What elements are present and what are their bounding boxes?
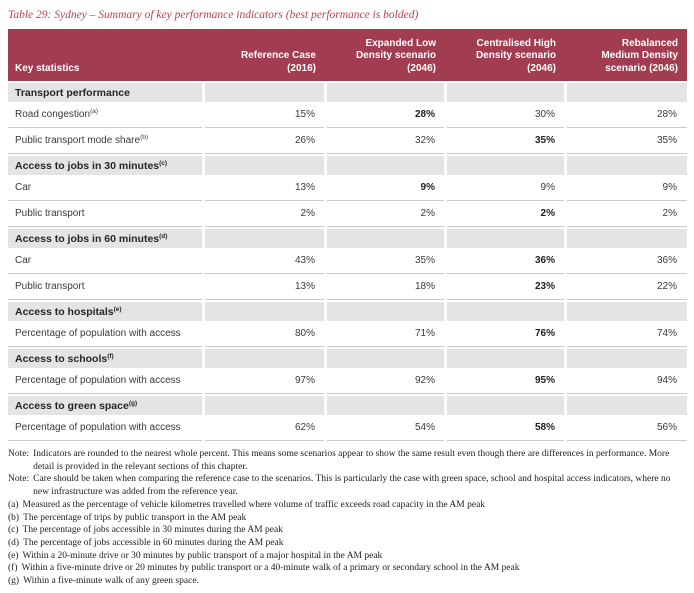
note-text: The percentage of jobs accessible in 60 minutes during the AM peak: [23, 537, 284, 548]
header-row: [8, 29, 687, 81]
column-divider-gap: [202, 81, 205, 441]
note-item: [8, 473, 688, 498]
column-header: Rebalanced Medium Density scenario (2046): [565, 29, 687, 81]
value-cell: 9%: [565, 175, 687, 201]
section-cell: [445, 81, 565, 102]
section-cell: [203, 81, 325, 102]
table-header: [8, 29, 687, 81]
value-cell-best: 36%: [445, 248, 565, 274]
section-row: [8, 81, 687, 102]
value-cell: 30%: [445, 102, 565, 128]
note-prefix: (b): [8, 512, 20, 523]
value-cell: 13%: [203, 175, 325, 201]
value-cell: 2%: [325, 201, 445, 227]
column-header: Key statistics: [8, 29, 203, 81]
note-item: [8, 524, 688, 537]
section-cell: [565, 154, 687, 175]
footnote-marker: (d): [159, 232, 168, 240]
section-cell: [325, 227, 445, 248]
section-cell: [325, 394, 445, 415]
section-cell: [565, 300, 687, 321]
section-heading: Access to schools$^{(f)}$: [8, 347, 203, 368]
value-cell: 54%: [325, 415, 445, 441]
note-text: Within a five-minute walk of any green space.: [23, 576, 199, 587]
value-cell: 43%: [203, 248, 325, 274]
column-divider-gap: [324, 81, 327, 441]
section-heading: Access to jobs in 30 minutes$^{(c)}$: [8, 154, 203, 175]
value-cell: 56%: [565, 415, 687, 441]
note-text: Measured as the percentage of vehicle kilometres travelled where volume of traffic exceeds road capacity in the AM peak: [22, 499, 486, 510]
value-cell: 94%: [565, 368, 687, 394]
row-label: Percentage of population with access: [8, 415, 203, 441]
value-cell-best: 23%: [445, 274, 565, 300]
kpi-table-wrap: [8, 29, 687, 441]
value-cell-best: 35%: [445, 128, 565, 154]
section-cell: [203, 394, 325, 415]
section-row: [8, 347, 687, 368]
section-cell: [565, 227, 687, 248]
column-divider-gap: [444, 81, 447, 441]
table-row: [8, 415, 687, 441]
note-prefix: Note:: [8, 474, 30, 485]
note-text: Indicators are rounded to the nearest whole percent. This means some scenarios appear to show the same result even though there are differences in performance. More detail is provided in the relevant sections of this chapter.: [33, 449, 670, 472]
section-row: [8, 227, 687, 248]
note-item: [8, 537, 688, 550]
footnote-marker: (f): [107, 352, 114, 360]
value-cell: 18%: [325, 274, 445, 300]
section-cell: [445, 154, 565, 175]
value-cell: 28%: [565, 102, 687, 128]
note-text: The percentage of trips by public transport in the AM peak: [23, 512, 247, 523]
section-cell: [445, 347, 565, 368]
notes-list: [8, 448, 688, 588]
row-label: Public transport: [8, 274, 203, 300]
note-text: The percentage of jobs accessible in 30 minutes during the AM peak: [22, 525, 283, 536]
table-body: [8, 81, 687, 441]
note-item: [8, 448, 688, 473]
value-cell: 2%: [203, 201, 325, 227]
section-cell: [565, 81, 687, 102]
value-cell: 71%: [325, 321, 445, 347]
table-row: [8, 102, 687, 128]
value-cell: 97%: [203, 368, 325, 394]
section-heading: Access to jobs in 60 minutes$^{(d)}$: [8, 227, 203, 248]
section-cell: [565, 394, 687, 415]
value-cell: 15%: [203, 102, 325, 128]
value-cell: 35%: [325, 248, 445, 274]
note-item: [8, 499, 688, 512]
table-row: [8, 128, 687, 154]
column-header: Reference Case (2016): [203, 29, 325, 81]
section-cell: [203, 347, 325, 368]
column-header: Expanded Low Density scenario (2046): [325, 29, 445, 81]
table-row: [8, 248, 687, 274]
section-cell: [565, 347, 687, 368]
value-cell: 74%: [565, 321, 687, 347]
column-divider-gap: [564, 81, 567, 441]
section-cell: [325, 347, 445, 368]
note-item: [8, 562, 688, 575]
table-row: [8, 201, 687, 227]
value-cell: 22%: [565, 274, 687, 300]
section-row: [8, 394, 687, 415]
row-label: Public transport mode share$^{(b)}$: [8, 128, 203, 154]
section-heading: Access to green space$^{(g)}$: [8, 394, 203, 415]
row-label: Road congestion$^{(a)}$: [8, 102, 203, 128]
section-cell: [445, 227, 565, 248]
footnote-marker: (a): [90, 108, 99, 115]
row-label: Percentage of population with access: [8, 321, 203, 347]
value-cell: 62%: [203, 415, 325, 441]
row-label: Percentage of population with access: [8, 368, 203, 394]
table-row: [8, 175, 687, 201]
table-row: [8, 274, 687, 300]
value-cell: 32%: [325, 128, 445, 154]
value-cell-best: 2%: [445, 201, 565, 227]
note-text: Within a five-minute drive or 20 minutes by public transport or a 40-minute walk of a primary or secondary school in the AM peak: [21, 563, 520, 574]
value-cell-best: 76%: [445, 321, 565, 347]
value-cell-best: 28%: [325, 102, 445, 128]
row-label: Car: [8, 248, 203, 274]
table-title: Table 29: Sydney – Summary of key performance indicators (best performance is bolded): [8, 9, 419, 21]
value-cell: 36%: [565, 248, 687, 274]
section-heading: Access to hospitals$^{(e)}$: [8, 300, 203, 321]
value-cell: 13%: [203, 274, 325, 300]
note-prefix: Note:: [8, 449, 30, 459]
section-row: [8, 154, 687, 175]
value-cell-best: 9%: [325, 175, 445, 201]
section-cell: [325, 300, 445, 321]
value-cell: 2%: [565, 201, 687, 227]
footnote-marker: (e): [113, 305, 122, 313]
column-header: Centralised High Density scenario (2046): [445, 29, 565, 81]
section-heading: Transport performance: [8, 81, 203, 102]
section-cell: [445, 300, 565, 321]
note-item: [8, 512, 688, 525]
row-label: Public transport: [8, 201, 203, 227]
section-cell: [203, 154, 325, 175]
note-prefix: (a): [8, 499, 19, 510]
value-cell-best: 58%: [445, 415, 565, 441]
section-cell: [203, 300, 325, 321]
row-label: Car: [8, 175, 203, 201]
section-cell: [325, 81, 445, 102]
value-cell: 26%: [203, 128, 325, 154]
value-cell: 80%: [203, 321, 325, 347]
note-prefix: (g): [8, 576, 20, 587]
footnote-marker: (g): [128, 399, 138, 407]
note-item: [8, 550, 688, 563]
note-text: Care should be taken when comparing the reference case to the scenarios. This is particularly the case with green space, school and hospital access indicators, where no new infrastructure was added from the reference year.: [33, 474, 671, 498]
note-prefix: (d): [8, 537, 20, 548]
note-item: [8, 575, 688, 588]
value-cell: 92%: [325, 368, 445, 394]
footnote-marker: (b): [140, 134, 149, 141]
note-text: Within a 20-minute drive or 30 minutes by public transport of a major hospital in the AM peak: [22, 550, 383, 561]
section-row: [8, 300, 687, 321]
section-cell: [445, 394, 565, 415]
section-cell: [325, 154, 445, 175]
note-prefix: (e): [8, 550, 19, 561]
value-cell-best: 95%: [445, 368, 565, 394]
note-prefix: (f): [8, 563, 18, 574]
footnote-marker: (c): [159, 159, 168, 167]
table-row: [8, 321, 687, 347]
value-cell: 9%: [445, 175, 565, 201]
kpi-table: [8, 29, 687, 441]
note-prefix: (c): [8, 525, 19, 536]
table-row: [8, 368, 687, 394]
value-cell: 35%: [565, 128, 687, 154]
section-cell: [203, 227, 325, 248]
